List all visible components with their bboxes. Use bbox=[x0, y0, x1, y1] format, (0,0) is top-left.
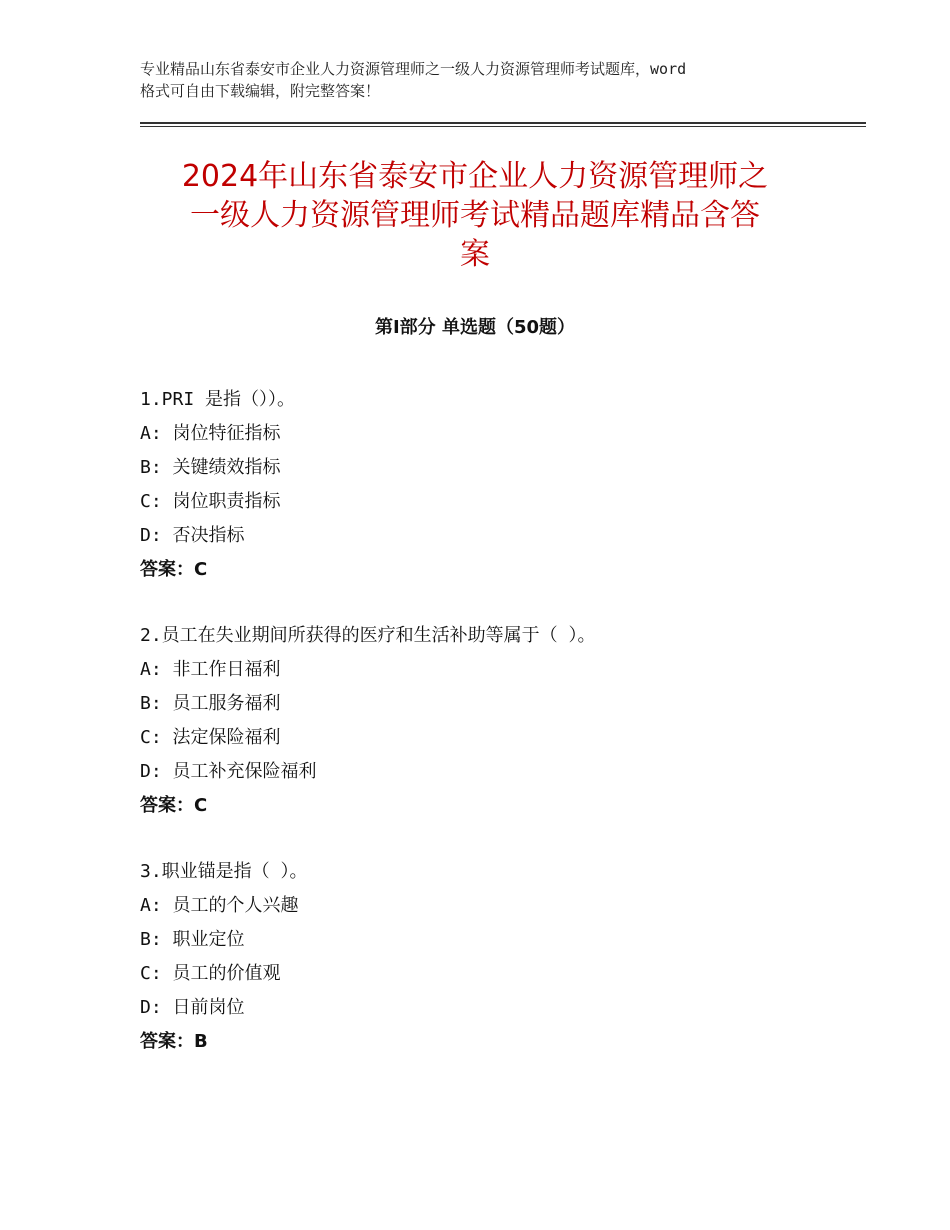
header-divider-thick bbox=[140, 122, 866, 124]
option-c: C: 员工的价值观 bbox=[140, 963, 281, 984]
option-c: C: 岗位职责指标 bbox=[140, 491, 281, 512]
header-divider-thin bbox=[140, 126, 866, 127]
document-title bbox=[100, 157, 850, 274]
option-a: A: 非工作日福利 bbox=[140, 659, 281, 680]
question-list bbox=[140, 383, 860, 1091]
header-note-line-2: 格式可自由下载编辑，附完整答案！ bbox=[140, 82, 381, 100]
option-c: C: 法定保险福利 bbox=[140, 727, 281, 748]
option-b: B: 员工服务福利 bbox=[140, 693, 281, 714]
header-note-line-1: 专业精品山东省泰安市企业人力资源管理师之一级人力资源管理师考试题库，word bbox=[140, 60, 687, 78]
option-a: A: 员工的个人兴趣 bbox=[140, 895, 299, 916]
answer: 答案：B bbox=[140, 1031, 208, 1052]
section-heading: 第Ⅰ部分 单选题（50题） bbox=[374, 317, 575, 338]
option-b: B: 关键绩效指标 bbox=[140, 457, 281, 478]
answer: 答案：C bbox=[140, 795, 208, 816]
option-a: A: 岗位特征指标 bbox=[140, 423, 281, 444]
option-d: D: 员工补充保险福利 bbox=[140, 761, 317, 782]
question-1 bbox=[140, 383, 860, 587]
answer: 答案：C bbox=[140, 559, 208, 580]
question-2 bbox=[140, 619, 860, 823]
option-d: D: 日前岗位 bbox=[140, 997, 245, 1018]
question-stem: 1.PRI 是指（））。 bbox=[140, 389, 296, 410]
document-title-line-3: 案 bbox=[460, 237, 490, 272]
option-d: D: 否决指标 bbox=[140, 525, 245, 546]
header-note bbox=[140, 58, 840, 102]
document-title-line-1: 2024年山东省泰安市企业人力资源管理师之 bbox=[181, 159, 769, 194]
option-b: B: 职业定位 bbox=[140, 929, 245, 950]
document-title-line-2: 一级人力资源管理师考试精品题库精品含答 bbox=[190, 198, 760, 233]
question-3 bbox=[140, 855, 860, 1059]
question-stem: 3.职业锚是指（ ）。 bbox=[140, 861, 308, 882]
question-stem: 2.员工在失业期间所获得的医疗和生活补助等属于（ ）。 bbox=[140, 625, 596, 646]
